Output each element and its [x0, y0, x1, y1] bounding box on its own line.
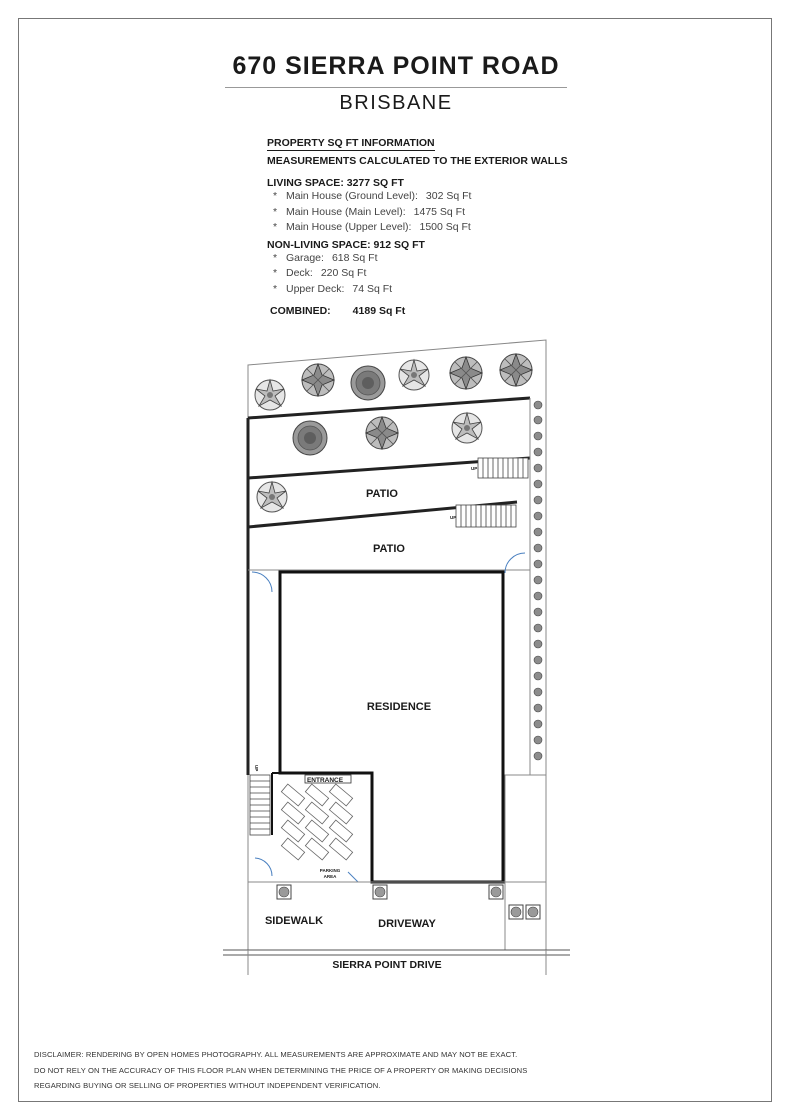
- door-swing: [255, 858, 272, 876]
- disclaimer-line: REGARDING BUYING OR SELLING OF PROPERTIES WITHOUT INDEPENDENT VERIFICATION.: [34, 1081, 381, 1090]
- living-item: * Main House (Ground Level): 302 Sq Ft: [273, 190, 472, 202]
- non-living-item: * Deck: 220 Sq Ft: [273, 267, 367, 279]
- living-item-value: 302 Sq Ft: [425, 190, 472, 202]
- living-item: * Main House (Upper Level): 1500 Sq Ft: [273, 221, 471, 233]
- driveway-label: DRIVEWAY: [378, 918, 436, 930]
- plant-icon: [255, 380, 285, 410]
- parking-label-line1: PARKING: [319, 868, 341, 873]
- potted-plant-icon: [489, 885, 503, 899]
- living-item-name: Main House (Upper Level):: [286, 221, 412, 233]
- disclaimer-line: DO NOT RELY ON THE ACCURACY OF THIS FLOOR PLAN WHEN DETERMINING THE PRICE OF A PROPERTY OR MAKING DECISIONS: [34, 1065, 528, 1075]
- non-living-item-name: Deck:: [286, 267, 313, 279]
- combined-label: COMBINED:: [270, 305, 331, 317]
- living-item: * Main House (Main Level): 1475 Sq Ft: [273, 205, 466, 218]
- sidewalk-label: SIDEWALK: [264, 915, 324, 927]
- plant-icon: [399, 360, 429, 390]
- parking-label-line2: AREA: [323, 874, 337, 879]
- door-swing: [252, 572, 272, 592]
- residence-label: RESIDENCE: [366, 701, 432, 713]
- disclaimer: [34, 1047, 527, 1094]
- potted-plant-icon: [526, 905, 540, 919]
- non-living-item: * Upper Deck: 74 Sq Ft: [273, 282, 393, 295]
- living-space-total: LIVING SPACE: 3277 SQ FT: [267, 177, 404, 189]
- up-marker: UP: [450, 515, 457, 520]
- plant-icon: [500, 354, 532, 386]
- non-living-space-total: NON-LIVING SPACE: 912 SQ FT: [267, 238, 425, 251]
- living-item-value: 1500 Sq Ft: [419, 221, 471, 233]
- plant-icon: [452, 413, 482, 443]
- plant-icon: [450, 357, 482, 389]
- property-city: BRISBANE: [339, 92, 453, 114]
- non-living-item: * Garage: 618 Sq Ft: [273, 251, 378, 264]
- plant-icon: [257, 482, 287, 512]
- hedge-shrubs: [534, 401, 542, 760]
- lower-stairs: [456, 505, 516, 527]
- up-marker: UP: [254, 765, 259, 772]
- potted-plant-icon: [277, 885, 291, 899]
- non-living-item-value: 220 Sq Ft: [320, 267, 367, 279]
- potted-plant-icon: [373, 885, 387, 899]
- street-label: SIERRA POINT DRIVE: [332, 959, 442, 971]
- property-address-title: 670 SIERRA POINT ROAD: [232, 52, 560, 80]
- up-marker: UP: [471, 466, 478, 471]
- plant-icon: [302, 364, 334, 396]
- upper-stairs: [478, 458, 528, 478]
- terrace-wall: [248, 398, 530, 418]
- entrance-label: ENTRANCE: [306, 777, 344, 784]
- plant-icon: [293, 421, 327, 455]
- plant-icon: [351, 366, 385, 400]
- entry-stairs: [250, 775, 270, 835]
- living-item-name: Main House (Main Level):: [286, 205, 406, 218]
- non-living-item-value: 618 Sq Ft: [331, 251, 378, 264]
- non-living-item-value: 74 Sq Ft: [352, 282, 393, 295]
- patio-upper-label: PATIO: [366, 488, 398, 500]
- patio-lower-label: PATIO: [373, 543, 405, 555]
- non-living-item-name: Garage:: [286, 251, 324, 264]
- parking-pavers: [281, 784, 352, 860]
- non-living-item-name: Upper Deck:: [286, 282, 345, 295]
- potted-plant-icon: [509, 905, 523, 919]
- residence-outline: [280, 572, 503, 882]
- plant-icon: [366, 417, 398, 449]
- disclaimer-line: DISCLAIMER: RENDERING BY OPEN HOMES PHOTOGRAPHY. ALL MEASUREMENTS ARE APPROXIMATE AND MAY NOT BE EXACT.: [34, 1050, 518, 1059]
- living-item-value: 1475 Sq Ft: [413, 205, 466, 218]
- sqft-info-heading: PROPERTY SQ FT INFORMATION: [267, 137, 435, 149]
- living-item-name: Main House (Ground Level):: [286, 190, 418, 202]
- measurement-note: MEASUREMENTS CALCULATED TO THE EXTERIOR WALLS: [267, 155, 568, 167]
- combined-value: 4189 Sq Ft: [352, 305, 406, 317]
